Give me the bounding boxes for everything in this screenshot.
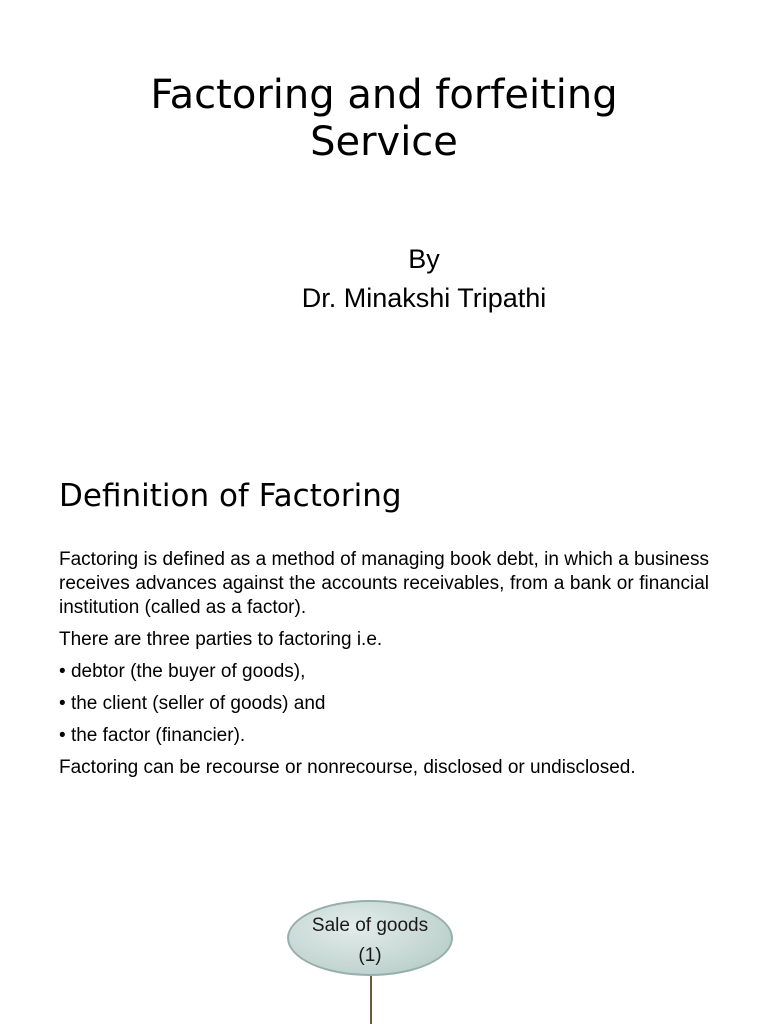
by-label: By [408,244,440,274]
title-slide [0,0,768,440]
author-name: Dr. Minakshi Tripathi [301,283,547,313]
connector-line [370,976,372,1024]
definition-slide [0,440,768,880]
party-item-debtor: • debtor (the buyer of goods), [59,660,709,684]
flow-diagram [0,880,768,1024]
title-line-1: Factoring and forfeiting [150,72,618,118]
parties-intro: There are three parties to factoring i.e. [59,629,383,650]
presentation-title [0,72,768,166]
definition-paragraph: Factoring is defined as a method of managing book debt, in which a business receives advances against the accounts receivables, from a bank or financial institution (called as a factor). [59,549,709,618]
node-number: (1) [358,945,382,966]
diagram-slide [0,880,768,1024]
definition-body [59,548,709,788]
title-line-2: Service [310,119,458,165]
section-heading: Definition of Factoring [59,478,402,514]
sale-of-goods-node [287,900,453,976]
author-byline [0,240,768,318]
node-label: Sale of goods [311,915,429,936]
party-item-factor: • the factor (financier). [59,724,709,748]
party-item-client: • the client (seller of goods) and [59,692,709,716]
closing-paragraph: Factoring can be recourse or nonrecourse, disclosed or undisclosed. [59,757,636,778]
